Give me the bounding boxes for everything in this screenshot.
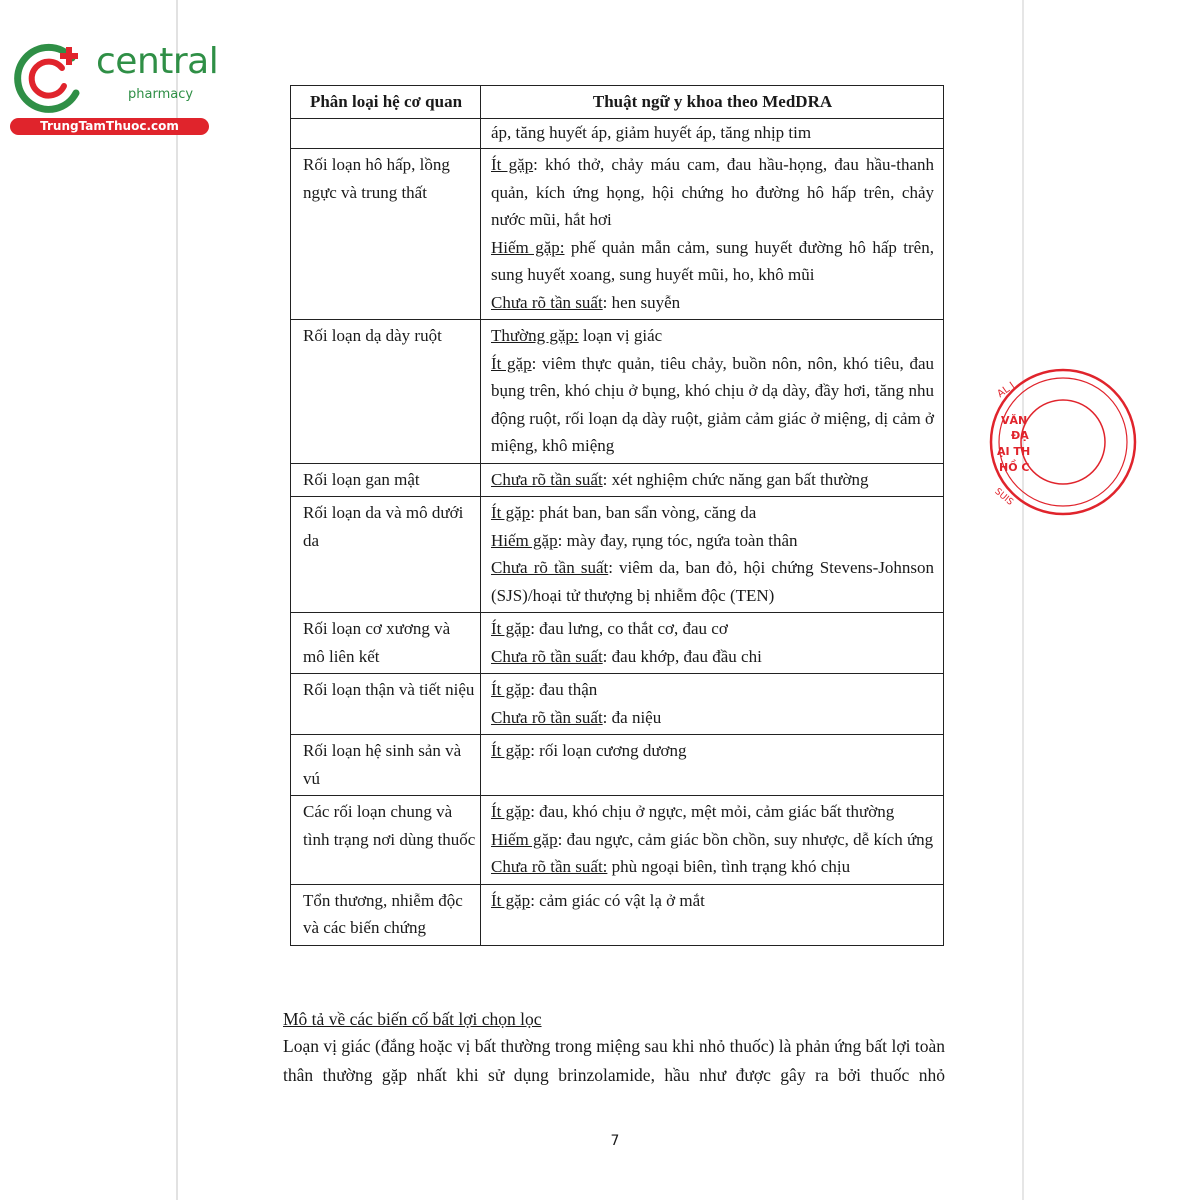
- adverse-event-terms: cảm giác có vật lạ ở mắt: [534, 890, 705, 910]
- page-edge-left: [176, 0, 178, 1200]
- frequency-label: Chưa rõ tần suất: [491, 646, 603, 666]
- frequency-separator: :: [530, 680, 535, 699]
- adverse-event-terms: đau khớp, đau đầu chi: [607, 646, 762, 666]
- frequency-entry: [491, 499, 934, 527]
- meddra-terms-cell: [481, 149, 944, 320]
- table-row-continuation: [291, 118, 944, 149]
- frequency-entry: [491, 798, 934, 826]
- meddra-terms-cell: [481, 884, 944, 945]
- adverse-event-terms: đau lưng, co thắt cơ, đau cơ: [534, 619, 728, 638]
- frequency-separator: :: [530, 802, 535, 821]
- frequency-separator: :: [531, 353, 537, 373]
- frequency-label: Thường gặp:: [491, 326, 579, 345]
- frequency-separator: :: [602, 292, 608, 312]
- frequency-entry: [491, 704, 934, 732]
- frequency-label: Chưa rõ tần suất: [491, 469, 603, 489]
- organ-system-cell: Rối loạn hệ sinh sản và vú: [291, 735, 481, 796]
- frequency-entry: [491, 234, 934, 289]
- central-pharmacy-logo: [10, 38, 219, 138]
- logo-brand: central: [96, 41, 219, 82]
- frequency-entry: [491, 826, 934, 854]
- organ-system-cell: Rối loạn gan mật: [291, 463, 481, 497]
- page-edge-right: [1022, 0, 1024, 1200]
- meddra-terms-cell: [481, 320, 944, 464]
- adverse-event-terms: đau ngực, cảm giác bồn chồn, suy nhược, dễ kích ứng: [562, 829, 934, 849]
- frequency-label: Ít gặp: [491, 619, 531, 638]
- adverse-event-terms: viêm da, ban đỏ, hội chứng Stevens-Johnson (SJS)/hoại tử thượng bị nhiễm độc (TEN): [491, 558, 934, 605]
- frequency-entry: [491, 853, 934, 881]
- svg-text:ĐẠ: ĐẠ: [1011, 429, 1029, 442]
- frequency-label: Ít gặp: [491, 890, 531, 910]
- frequency-entry: [491, 151, 934, 234]
- organ-system-cell: Tổn thương, nhiễm độc và các biến chứng: [291, 884, 481, 945]
- frequency-label: Ít gặp: [491, 503, 531, 522]
- frequency-entry: [491, 554, 934, 609]
- frequency-label: Ít gặp: [491, 802, 531, 821]
- svg-text:HỒ C: HỒ C: [999, 461, 1030, 474]
- organ-system-cell: Rối loạn thận và tiết niệu: [291, 674, 481, 735]
- table-row: [291, 735, 944, 796]
- frequency-entry: [491, 466, 934, 494]
- frequency-entry: [491, 737, 934, 765]
- frequency-label: Ít gặp: [491, 155, 534, 174]
- frequency-label: Hiếm gặp: [491, 530, 558, 550]
- table-row: [291, 613, 944, 674]
- frequency-entry: [491, 527, 934, 555]
- organ-system-cell: Rối loạn dạ dày ruột: [291, 320, 481, 464]
- table-body: [291, 118, 944, 945]
- frequency-label: Chưa rõ tần suất: [491, 707, 603, 727]
- adverse-event-terms: phế quản mẫn cảm, sung huyết đường hô hấp trên, sung huyết xoang, sung huyết mũi, ho, khô mũi: [491, 237, 934, 284]
- frequency-label: Hiếm gặp: [491, 829, 558, 849]
- meddra-terms-cell: [481, 674, 944, 735]
- logo-mark-icon: [10, 38, 90, 118]
- logo-url-badge: TrungTamThuoc.com: [10, 118, 209, 135]
- adverse-event-terms: hen suyễn: [607, 292, 681, 312]
- svg-text:VĂN: VĂN: [1001, 414, 1028, 427]
- frequency-label: Ít gặp: [491, 680, 531, 699]
- continuation-terms: áp, tăng huyết áp, giảm huyết áp, tăng nhịp tim: [481, 118, 944, 149]
- svg-text:ẠI TH: ẠI TH: [997, 445, 1031, 458]
- adverse-event-terms: viêm thực quản, tiêu chảy, buồn nôn, nôn, khó tiêu, đau bụng trên, khó chịu ở bụng, khó chịu ở dạ dày, đầy hơi, tăng nhu động ruột, rối loạn dạ dày ruột, giảm cảm giác ở miệng, dị cảm ở miệng, khô miệng: [491, 353, 934, 455]
- adverse-event-terms: phù ngoại biên, tình trạng khó chịu: [607, 857, 851, 876]
- organ-system-cell: Rối loạn hô hấp, lồng ngực và trung thất: [291, 149, 481, 320]
- adverse-event-terms: khó thở, chảy máu cam, đau hầu-họng, đau hầu-thanh quản, kích ứng họng, hội chứng ho đường hô hấp trên, chảy nước mũi, hắt hơi: [491, 155, 934, 229]
- frequency-separator: :: [557, 530, 563, 550]
- frequency-entry: [491, 322, 934, 350]
- frequency-entry: [491, 676, 934, 704]
- frequency-separator: :: [533, 155, 538, 174]
- adverse-event-terms: phát ban, ban sẩn vòng, căng da: [534, 503, 757, 522]
- organ-system-cell: Các rối loạn chung và tình trạng nơi dùng thuốc: [291, 796, 481, 885]
- header-organ-system: Phân loại hệ cơ quan: [291, 86, 481, 119]
- frequency-separator: :: [557, 829, 563, 849]
- frequency-label: Chưa rõ tần suất: [491, 558, 609, 577]
- table-row: [291, 149, 944, 320]
- table-row: [291, 497, 944, 613]
- svg-text:SUIS: SUIS: [992, 486, 1015, 508]
- frequency-entry: [491, 615, 934, 643]
- adverse-event-terms: xét nghiệm chức năng gan bất thường: [607, 469, 869, 489]
- section-paragraph: Loạn vị giác (đắng hoặc vị bất thường trong miệng sau khi nhỏ thuốc) là phản ứng bất lợi toàn thân thường gặp nhất khi sử dụng brinzolamide, hầu như được gây ra bởi thuốc nhỏ: [283, 1036, 945, 1085]
- adverse-event-terms: rối loạn cương dương: [534, 741, 687, 760]
- frequency-separator: :: [608, 558, 613, 577]
- table-row: [291, 463, 944, 497]
- meddra-terms-cell: [481, 463, 944, 497]
- logo-tagline: pharmacy: [128, 87, 194, 102]
- adverse-event-terms: đa niệu: [607, 707, 662, 727]
- frequency-separator: :: [602, 646, 608, 666]
- frequency-label: Chưa rõ tần suất: [491, 292, 603, 312]
- table-row: [291, 674, 944, 735]
- frequency-label: Ít gặp: [491, 741, 531, 760]
- meddra-terms-cell: [481, 497, 944, 613]
- frequency-separator: :: [530, 741, 535, 760]
- frequency-separator: :: [530, 503, 535, 522]
- meddra-terms-cell: [481, 796, 944, 885]
- system-cell-empty: [291, 118, 481, 149]
- adverse-event-terms: loạn vị giác: [578, 326, 663, 345]
- frequency-entry: [491, 887, 934, 915]
- frequency-separator: :: [602, 707, 608, 727]
- table-row: [291, 320, 944, 464]
- table-row: [291, 884, 944, 945]
- meddra-terms-cell: [481, 613, 944, 674]
- frequency-label: Ít gặp: [491, 353, 532, 373]
- frequency-entry: [491, 643, 934, 671]
- page-number: 7: [610, 1133, 620, 1149]
- adverse-event-terms: mày đay, rụng tóc, ngứa toàn thân: [562, 530, 798, 550]
- frequency-label: Hiếm gặp:: [491, 237, 565, 257]
- section-heading: Mô tả về các biến cố bất lợi chọn lọc: [283, 1009, 542, 1029]
- frequency-entry: [491, 350, 934, 460]
- frequency-separator: :: [530, 890, 535, 910]
- frequency-label: Chưa rõ tần suất:: [491, 857, 608, 876]
- header-meddra-terms: Thuật ngữ y khoa theo MedDRA: [481, 86, 944, 119]
- frequency-separator: :: [602, 469, 608, 489]
- frequency-separator: :: [530, 619, 535, 638]
- meddra-terms-cell: [481, 735, 944, 796]
- adverse-event-terms: đau thận: [534, 680, 598, 699]
- adverse-event-terms: đau, khó chịu ở ngực, mệt mỏi, cảm giác bất thường: [534, 802, 895, 821]
- svg-text:AL I: AL I: [995, 380, 1017, 401]
- organ-system-cell: Rối loạn cơ xương và mô liên kết: [291, 613, 481, 674]
- table-row: [291, 796, 944, 885]
- official-stamp-seal: [985, 362, 1031, 522]
- organ-system-cell: Rối loạn da và mô dưới da: [291, 497, 481, 613]
- table-header-row: [291, 86, 944, 119]
- frequency-entry: [491, 289, 934, 317]
- adverse-events-table: [290, 85, 944, 946]
